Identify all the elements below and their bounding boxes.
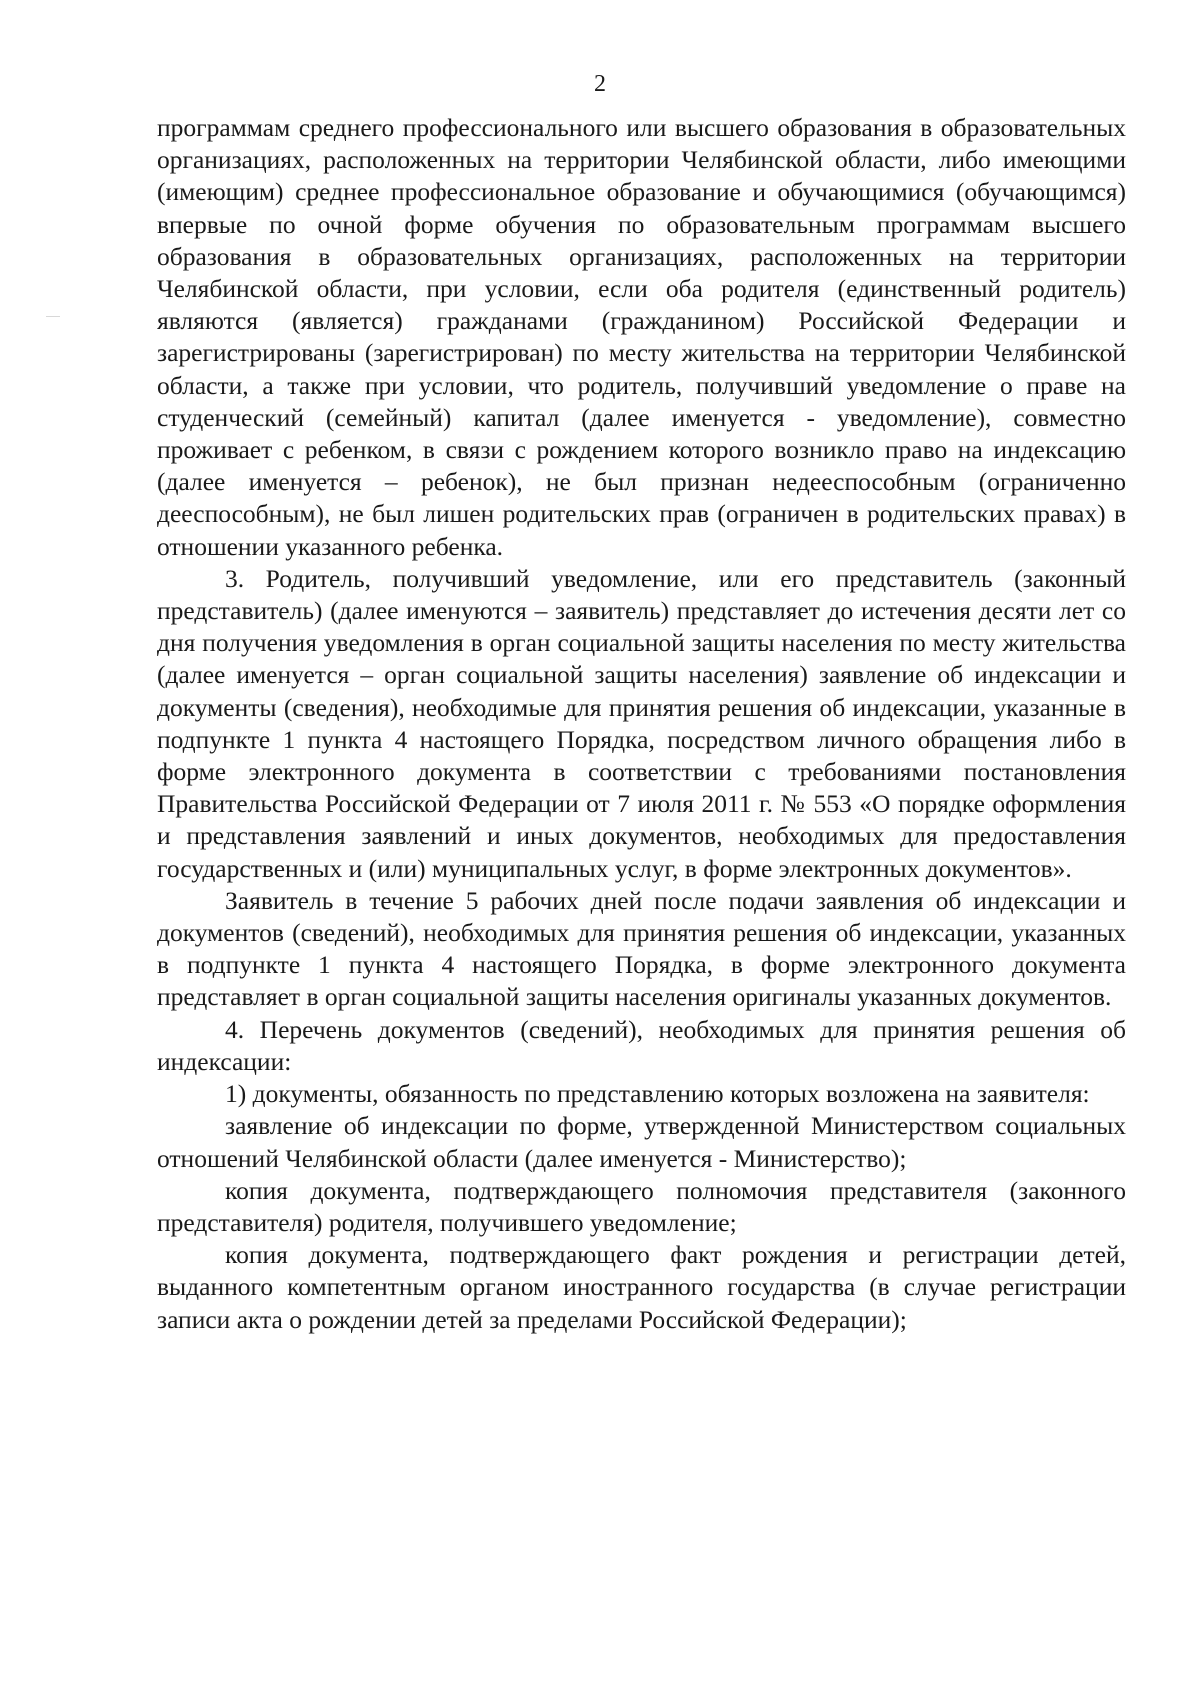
paragraph-item-3: 3. Родитель, получивший уведомление, или его представитель (законный представитель) (далее именуются – заявитель) представляет до истечения десяти лет со дня получения уведомления в орган социальной защиты населения по месту жительства (далее именуется – орган социальной защиты населения) заявление об индексации и документы (сведения), необходимые для принятия решения об индексации, указанные в подпункте 1 пункта 4 настоящего Порядка, посредством личного обращения либо в форме электронного документа в соответствии с требованиями постановления Правительства Российской Федерации от 7 июля 2011 г. № 553 «О порядке оформления и представления заявлений и иных документов, необходимых для предоставления государственных и (или) муниципальных услуг, в форме электронных документов». bbox=[157, 563, 1126, 883]
paragraph-continuation: программам среднего профессионального или высшего образования в образовательных организациях, расположенных на территории Челябинской области, либо имеющими (имеющим) среднее профессиональное образование и обучающимися (обучающимся) впервые по очной форме обучения по образовательным программам высшего образования в образовательных организациях, расположенных на территории Челябинской области, при условии, если оба родителя (единственный родитель) являются (является) гражданами (гражданином) Российской Федерации и зарегистрированы (зарегистрирован) по месту жительства на территории Челябинской области, а также при условии, что родитель, получивший уведомление о праве на студенческий (семейный) капитал (далее именуется - уведомление), совместно проживает с ребенком, в связи с рождением которого возникло право на индексацию (далее именуется – ребенок), не был признан недееспособным (ограниченно дееспособным), не был лишен родительских прав (ограничен в родительских правах) в отношении указанного ребенка. bbox=[157, 113, 1126, 561]
document-body bbox=[157, 112, 1126, 1336]
paragraph-applicant-deadline: Заявитель в течение 5 рабочих дней после подачи заявления об индексации и документов (сведений), необходимых для принятия решения об индексации, указанных в подпункте 1 пункта 4 настоящего Порядка, в форме электронного документа представляет в орган социальной защиты населения оригиналы указанных документов. bbox=[157, 885, 1126, 1012]
list-item-application: заявление об индексации по форме, утвержденной Министерством социальных отношений Челябинской области (далее именуется - Министерство); bbox=[157, 1111, 1126, 1173]
list-item-birth-certificate-copy: копия документа, подтверждающего факт рождения и регистрации детей, выданного компетентным органом иностранного государства (в случае регистрации записи акта о рождении детей за пределами Российской Федерации); bbox=[157, 1240, 1126, 1334]
list-item-representative-copy: копия документа, подтверждающего полномочия представителя (законного представителя) родителя, получившего уведомление; bbox=[157, 1175, 1126, 1237]
paragraph-subitem-1: 1) документы, обязанность по представлению которых возложена на заявителя: bbox=[225, 1079, 1090, 1109]
scan-artifact bbox=[46, 316, 60, 317]
page-number: 2 bbox=[594, 71, 606, 97]
paragraph-item-4: 4. Перечень документов (сведений), необходимых для принятия решения об индексации: bbox=[157, 1014, 1126, 1076]
